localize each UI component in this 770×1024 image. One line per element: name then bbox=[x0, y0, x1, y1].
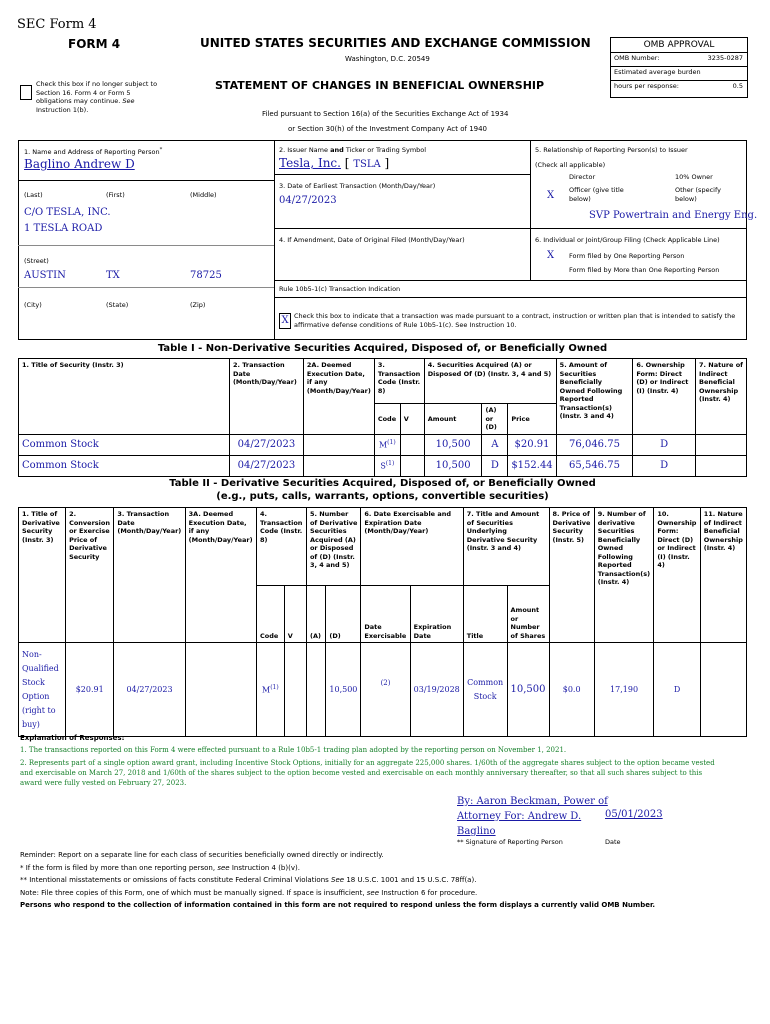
footer-star2: ** Intentional misstatements or omissions of facts constitute Federal Criminal Violations See 18 U.S.C. 1001 and 15 U.S.C. 78ff(a). bbox=[20, 876, 477, 884]
nature bbox=[696, 455, 747, 476]
ownership-form: D bbox=[654, 643, 700, 737]
t1-h6: 6. Ownership Form: Direct (D) or Indirect (I) (Instr. 4) bbox=[633, 359, 696, 435]
t2-h10: 10. Ownership Form: Direct (D) or Indirect (I) (Instr. 4) bbox=[654, 508, 700, 643]
nature bbox=[696, 434, 747, 455]
acquired bbox=[306, 643, 325, 737]
owned-following: 17,190 bbox=[594, 643, 654, 737]
transaction-date: 04/27/2023 bbox=[229, 434, 303, 455]
derivative-price: $0.0 bbox=[549, 643, 594, 737]
table1 bbox=[18, 358, 747, 477]
footer-star1: * If the form is filed by more than one reporting person, see Instruction 4 (b)(v). bbox=[20, 864, 300, 872]
rule-text: Check this box to indicate that a transaction was made pursuant to a contract, instruction or written plan that is intended to satisfy the affirmative defense conditions of Rule 10b5-1(c). See Instruction 10. bbox=[294, 312, 736, 329]
price: $20.91 bbox=[508, 434, 556, 455]
street-label: (Street) bbox=[24, 257, 49, 265]
footer-note: Note: File three copies of this Form, one of which must be manually signed. If space is insufficient, see Instruction 6 for procedure. bbox=[20, 889, 478, 897]
box4-label: 4. If Amendment, Date of Original Filed (Month/Day/Year) bbox=[279, 236, 465, 244]
t2-v: V bbox=[284, 586, 306, 643]
deemed-date bbox=[303, 434, 374, 455]
t2-h7: 7. Title and Amount of Securities Underlying Derivative Security (Instr. 3 and 4) bbox=[463, 508, 549, 586]
deemed-date bbox=[185, 643, 256, 737]
sec-form-label: SEC Form 4 bbox=[17, 17, 97, 32]
table-row bbox=[19, 434, 747, 455]
date-label: Date bbox=[605, 838, 621, 846]
city: Washington, D.C. 20549 bbox=[345, 55, 430, 63]
reminder: Reminder: Report on a separate line for each class of securities beneficially owned directly or indirectly. bbox=[20, 851, 384, 859]
issuer-line: Tesla, Inc. [ TSLA ] bbox=[279, 156, 390, 170]
box6-label: 6. Individual or Joint/Group Filing (Check Applicable Line) bbox=[535, 236, 720, 244]
v-value bbox=[284, 643, 306, 737]
t1-price: Price bbox=[508, 404, 556, 435]
t2-h5: 5. Number of Derivative Securities Acquired (A) or Disposed of (D) (Instr. 3, 4 and 5) bbox=[306, 508, 360, 586]
no-longer-subject-checkbox[interactable] bbox=[20, 85, 32, 100]
date-exercisable: (2) bbox=[361, 643, 410, 737]
zip-value: 78725 bbox=[190, 270, 222, 281]
amount: 10,500 bbox=[424, 434, 482, 455]
box2-label: 2. Issuer Name and Ticker or Trading Symbol bbox=[279, 146, 427, 154]
signature-label: ** Signature of Reporting Person bbox=[457, 838, 563, 846]
filed-pursuant-2: or Section 30(h) of the Investment Company Act of 1940 bbox=[288, 125, 488, 133]
earliest-transaction-date: 04/27/2023 bbox=[279, 195, 337, 206]
table2 bbox=[18, 507, 747, 737]
one-person-checkmark: X bbox=[547, 250, 555, 261]
t2-h8: 8. Price of Derivative Security (Instr. 5) bbox=[549, 508, 594, 643]
explanation-title: Explanation of Responses: bbox=[20, 734, 125, 742]
officer-title: SVP Powertrain and Energy Eng. bbox=[589, 210, 758, 221]
ownership-form: D bbox=[633, 434, 696, 455]
ticker: TSLA bbox=[353, 159, 381, 170]
price: $152.44 bbox=[508, 455, 556, 476]
t1-h2a: 2A. Deemed Execution Date, if any (Month/Day/Year) bbox=[303, 359, 374, 435]
address-line-1: C/O TESLA, INC. bbox=[24, 207, 111, 218]
t2-a: (A) bbox=[306, 586, 325, 643]
t2-h6: 6. Date Exercisable and Expiration Date (Month/Day/Year) bbox=[361, 508, 463, 586]
rule-label: Rule 10b5-1(c) Transaction Indication bbox=[279, 285, 401, 293]
first-label: (First) bbox=[106, 191, 125, 199]
v-value bbox=[400, 434, 424, 455]
derivative-security: Non-Qualified Stock Option (right to buy) bbox=[19, 643, 66, 737]
filed-pursuant-1: Filed pursuant to Section 16(a) of the Securities Exchange Act of 1934 bbox=[262, 110, 509, 118]
disposed: 10,500 bbox=[326, 643, 361, 737]
transaction-code: $S^{(1)}$ bbox=[374, 455, 400, 476]
deemed-date bbox=[303, 455, 374, 476]
signature-block: By: Aaron Beckman, Power of Attorney For: Andrew D. Baglino bbox=[457, 796, 608, 837]
nature bbox=[700, 643, 746, 737]
expiration-date: 03/19/2028 bbox=[410, 643, 463, 737]
acquired-disposed: D bbox=[482, 455, 508, 476]
t2-h11: 11. Nature of Indirect Beneficial Ownership (Instr. 4) bbox=[700, 508, 746, 643]
conversion-price: $20.91 bbox=[66, 643, 114, 737]
amount: 10,500 bbox=[424, 455, 482, 476]
t2-h9: 9. Number of derivative Securities Beneficially Owned Following Reported Transaction(s) (Instr. 4) bbox=[594, 508, 654, 643]
t2-date-exercisable: Date Exercisable bbox=[361, 586, 410, 643]
zip-label: (Zip) bbox=[190, 301, 206, 309]
underlying-title: Common Stock bbox=[463, 643, 507, 737]
issuer-name-link[interactable]: Tesla, Inc. bbox=[279, 156, 341, 170]
t1-code: Code bbox=[374, 404, 400, 435]
box5-label: 5. Relationship of Reporting Person(s) to Issuer bbox=[535, 146, 688, 154]
city-label: (City) bbox=[24, 301, 42, 309]
box1-label: 1. Name and Address of Reporting Person* bbox=[24, 147, 163, 157]
ownership-form: D bbox=[633, 455, 696, 476]
footnote-2: 2. Represents part of a single option award grant, including Incentive Stock Options, initially for an aggregate 225,000 shares. 1/60th of the aggregate shares subject to the option became vested and exercisable on March 27, 2018 and 1/60th of the shares subject to the option become vested and exercisable on each monthly anniversary thereafter, so that all such shares subject to this award were fully vested on February 27, 2023. bbox=[20, 759, 715, 787]
other-label: Other (specify below) bbox=[675, 186, 721, 203]
t1-v: V bbox=[400, 404, 424, 435]
owned-following: 65,546.75 bbox=[556, 455, 633, 476]
ten-pct-owner-label: 10% Owner bbox=[675, 173, 713, 181]
one-person-label: Form filed by One Reporting Person bbox=[569, 252, 685, 260]
t2-h4: 4. Transaction Code (Instr. 8) bbox=[256, 508, 306, 586]
t1-h3: 3. Transaction Code (Instr. 8) bbox=[374, 359, 424, 404]
t1-h5: 5. Amount of Securities Beneficially Owned Following Reported Transaction(s) (Instr. 3 and 4) bbox=[556, 359, 633, 435]
director-label: Director bbox=[569, 173, 596, 181]
middle-label: (Middle) bbox=[190, 191, 217, 199]
t2-h3a: 3A. Deemed Execution Date, if any (Month/Day/Year) bbox=[185, 508, 256, 643]
rule-10b5-checkbox[interactable]: X bbox=[279, 313, 291, 329]
t1-h2: 2. Transaction Date (Month/Day/Year) bbox=[229, 359, 303, 435]
officer-checkmark: X bbox=[547, 190, 555, 201]
table1-title: Table I - Non-Derivative Securities Acquired, Disposed of, or Beneficially Owned bbox=[157, 343, 608, 354]
signature-date: 05/01/2023 bbox=[605, 809, 663, 820]
security-title: Common Stock bbox=[19, 455, 230, 476]
t1-h1: 1. Title of Security (Instr. 3) bbox=[19, 359, 230, 435]
t1-h4: 4. Securities Acquired (A) or Disposed Of (D) (Instr. 3, 4 and 5) bbox=[424, 359, 556, 404]
t2-expiration: Expiration Date bbox=[410, 586, 463, 643]
footnote-1: 1. The transactions reported on this Form 4 were effected pursuant to a Rule 10b5-1 trading plan adopted by the reporting person on November 1, 2021. bbox=[20, 746, 567, 754]
t1-aord: (A) or (D) bbox=[482, 404, 508, 435]
box5-sub: (Check all applicable) bbox=[535, 161, 606, 169]
t2-d: (D) bbox=[326, 586, 361, 643]
security-title: Common Stock bbox=[19, 434, 230, 455]
t1-h7: 7. Nature of Indirect Beneficial Ownership (Instr. 4) bbox=[696, 359, 747, 435]
t2-h1: 1. Title of Derivative Security (Instr. 3) bbox=[19, 508, 66, 643]
address-line-2: 1 TESLA ROAD bbox=[24, 223, 103, 234]
city-value: AUSTIN bbox=[24, 270, 66, 281]
transaction-code: $M^{(1)}$ bbox=[374, 434, 400, 455]
statement-title: STATEMENT OF CHANGES IN BENEFICIAL OWNERSHIP bbox=[215, 79, 545, 92]
form-title: FORM 4 bbox=[68, 37, 121, 51]
box3-label: 3. Date of Earliest Transaction (Month/Day/Year) bbox=[279, 182, 436, 190]
state-label: (State) bbox=[106, 301, 129, 309]
acquired-disposed: A bbox=[482, 434, 508, 455]
t2-h2: 2. Conversion or Exercise Price of Derivative Security bbox=[66, 508, 114, 643]
check-box-text: Check this box if no longer subject to Section 16. Form 4 or Form 5 obligations may continue. See Instruction 1(b). bbox=[36, 80, 158, 114]
agency-title: UNITED STATES SECURITIES AND EXCHANGE COMMISSION bbox=[200, 36, 591, 50]
officer-label: Officer (give title below) bbox=[569, 186, 624, 203]
t2-amount: Amount or Number of Shares bbox=[507, 586, 549, 643]
omb-header: OMB APPROVAL bbox=[611, 38, 747, 53]
transaction-code: $M^{(1)}$ bbox=[256, 643, 284, 737]
more-persons-label: Form filed by More than One Reporting Person bbox=[569, 266, 720, 274]
omb-box bbox=[610, 37, 748, 98]
omb-number-row: OMB Number: 3235-0287 bbox=[611, 53, 747, 67]
omb-hours-row: hours per response: 0.5 bbox=[614, 82, 743, 90]
owned-following: 76,046.75 bbox=[556, 434, 633, 455]
t1-amount: Amount bbox=[424, 404, 482, 435]
table-row bbox=[19, 455, 747, 476]
reporting-person-name-link[interactable]: Baglino Andrew D bbox=[24, 157, 135, 171]
table2-title: Table II - Derivative Securities Acquired, Disposed of, or Beneficially Owned (e.g., puts, calls, warrants, options, convertible securities) bbox=[169, 478, 596, 502]
last-label: (Last) bbox=[24, 191, 43, 199]
state-value: TX bbox=[106, 270, 120, 281]
transaction-date: 04/27/2023 bbox=[229, 455, 303, 476]
transaction-date: 04/27/2023 bbox=[114, 643, 185, 737]
t2-h3: 3. Transaction Date (Month/Day/Year) bbox=[114, 508, 185, 643]
table-row bbox=[19, 643, 747, 737]
v-value bbox=[400, 455, 424, 476]
footer-omb-notice: Persons who respond to the collection of information contained in this form are not required to respond unless the form displays a currently valid OMB Number. bbox=[20, 901, 656, 909]
underlying-amount: 10,500 bbox=[507, 643, 549, 737]
t2-title: Title bbox=[463, 586, 507, 643]
omb-burden: Estimated average burden bbox=[611, 67, 747, 81]
t2-code: Code bbox=[256, 586, 284, 643]
